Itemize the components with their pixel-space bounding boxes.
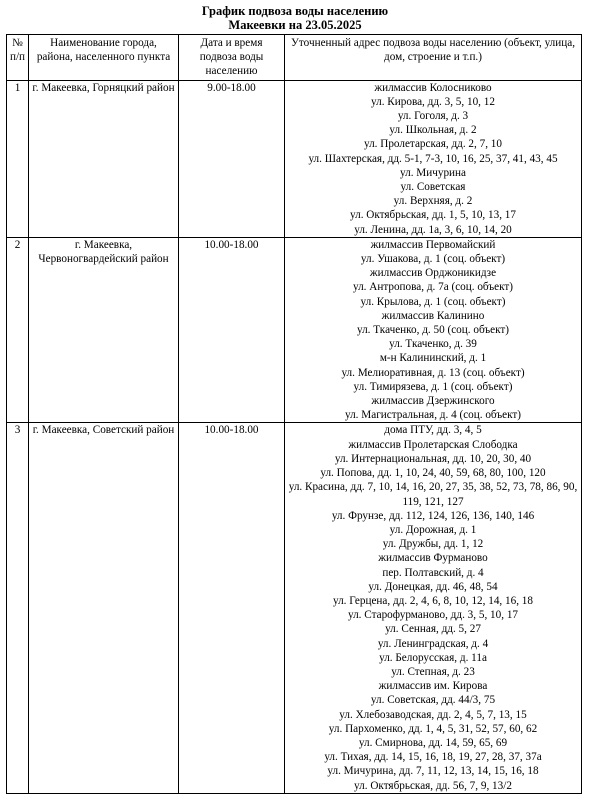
address-line: жилмассив Калинино xyxy=(381,309,485,322)
title-line-1: График подвоза воды населению xyxy=(201,4,389,18)
header-num: № п/п xyxy=(7,35,29,81)
address-line: ул. Ленина, дд. 1а, 3, 6, 10, 14, 20 xyxy=(354,223,512,236)
address-line: ул. Старофурманово, дд. 3, 5, 10, 17 xyxy=(347,609,519,622)
address-line: ул. Кирова, дд. 3, 5, 10, 12 xyxy=(371,95,495,108)
table-row xyxy=(7,423,582,793)
address-line: дома ПТУ, дд. 3, 4, 5 xyxy=(384,424,482,437)
water-schedule-table xyxy=(6,34,582,794)
address-line: ул. Красина, дд. 7, 10, 14, 16, 20, 27, 35, 38, 52, 73, 78, 86, 90, 119, 121, 127 xyxy=(288,481,578,508)
address-line: ул. Попова, дд. 1, 10, 24, 40, 59, 68, 80, 100, 120 xyxy=(320,467,546,480)
address-line: ул. Октябрьская, дд. 56, 7, 9, 13/2 xyxy=(354,779,512,792)
table-row xyxy=(7,237,582,423)
address-line: ул. Ткаченко, д. 50 (соц. объект) xyxy=(356,324,510,337)
row-addresses xyxy=(285,80,582,237)
address-line: ул. Интернациональная, дд. 10, 20, 30, 40 xyxy=(334,452,532,465)
address-line: ул. Белорусская, д. 11а xyxy=(379,651,487,664)
address-line: ул. Сенная, дд. 5, 27 xyxy=(385,623,481,636)
address-line: жилмассив Фурманово xyxy=(378,552,488,565)
address-line: жилмассив Пролетарская Слободка xyxy=(348,438,518,451)
address-line: ул. Мелиоративная, д. 13 (соц. объект) xyxy=(341,366,525,379)
header-time: Дата и время подвоза воды населению xyxy=(179,35,285,81)
address-line: ул. Советская, дд. 44/3, 75 xyxy=(370,694,496,707)
row-time: 9.00-18.00 xyxy=(179,80,285,237)
address-line: жилмассив им. Кирова xyxy=(378,680,488,693)
address-line: ул. Смирнова, дд. 14, 59, 65, 69 xyxy=(358,736,508,749)
address-line: ул. Фрунзе, дд. 112, 124, 126, 136, 140, 146 xyxy=(331,509,535,522)
table-row xyxy=(7,80,582,237)
address-line: ул. Магистральная, д. 4 (соц. объект) xyxy=(345,409,521,422)
address-line: ул. Дружбы, дд. 1, 12 xyxy=(382,538,484,551)
title-line-2: Макеевки на 23.05.2025 xyxy=(228,18,362,32)
address-line: ул. Тимирязева, д. 1 (соц. объект) xyxy=(353,380,513,393)
address-line: ул. Хлебозаводская, дд. 2, 4, 5, 7, 13, 15 xyxy=(339,708,527,721)
address-line: ул. Мичурина xyxy=(400,166,466,179)
address-line: ул. Верхняя, д. 2 xyxy=(393,195,473,208)
address-line: жилмассив Первомайский xyxy=(370,238,496,251)
header-place: Наименование города, района, населенного пункта xyxy=(29,35,179,81)
row-addresses xyxy=(285,237,582,423)
address-line: жилмассив Колосниково xyxy=(374,81,492,94)
table-header-row xyxy=(7,35,582,81)
document-title xyxy=(0,4,590,32)
row-place: г. Макеевка, Горняцкий район xyxy=(29,80,179,237)
row-time: 10.00-18.00 xyxy=(179,423,285,793)
row-time: 10.00-18.00 xyxy=(179,237,285,423)
address-line: ул. Тихая, дд. 14, 15, 16, 18, 19, 27, 28, 37, 37а xyxy=(324,751,542,764)
address-line: ул. Школьная, д. 2 xyxy=(389,124,477,137)
row-num: 1 xyxy=(7,80,29,237)
header-address: Уточненный адрес подвоза воды населению (объект, улица, дом, строение и т.п.) xyxy=(285,35,582,81)
address-line: ул. Пролетарская, дд. 2, 7, 10 xyxy=(363,138,502,151)
address-line: ул. Ткаченко, д. 39 xyxy=(389,338,477,351)
address-line: ул. Советская xyxy=(400,181,466,194)
address-line: ул. Ленинградская, д. 4 xyxy=(377,637,489,650)
address-line: ул. Гоголя, д. 3 xyxy=(397,110,469,123)
address-line: ул. Крылова, д. 1 (соц. объект) xyxy=(360,295,506,308)
row-num: 3 xyxy=(7,423,29,793)
row-place: г. Макеевка, Советский район xyxy=(29,423,179,793)
address-line: ул. Пархоменко, дд. 1, 4, 5, 31, 52, 57, 60, 62 xyxy=(328,722,538,735)
address-line: ул. Шахтерская, дд. 5-1, 7-3, 10, 16, 25, 37, 41, 43, 45 xyxy=(308,152,558,165)
address-line: ул. Герцена, дд. 2, 4, 6, 8, 10, 12, 14, 16, 18 xyxy=(333,594,533,607)
address-line: ул. Октябрьская, дд. 1, 5, 10, 13, 17 xyxy=(350,209,516,222)
address-line: ул. Дорожная, д. 1 xyxy=(389,523,477,536)
row-addresses xyxy=(285,423,582,793)
address-line: ул. Антропова, д. 7а (соц. объект) xyxy=(353,281,513,294)
address-line: ул. Мичурина, дд. 7, 11, 12, 13, 14, 15, 16, 18 xyxy=(327,765,539,778)
address-line: м-н Калининский, д. 1 xyxy=(379,352,487,365)
address-line: жилмассив Дзержинского xyxy=(371,395,495,408)
address-line: пер. Полтавский, д. 4 xyxy=(382,566,484,579)
address-line: ул. Донецкая, дд. 46, 48, 54 xyxy=(368,580,498,593)
address-line: ул. Ушакова, д. 1 (соц. объект) xyxy=(360,253,506,266)
address-line: жилмассив Орджоникидзе xyxy=(369,267,497,280)
row-num: 2 xyxy=(7,237,29,423)
address-line: ул. Степная, д. 23 xyxy=(391,665,475,678)
row-place: г. Макеевка, Червоногвардейский район xyxy=(29,237,179,423)
